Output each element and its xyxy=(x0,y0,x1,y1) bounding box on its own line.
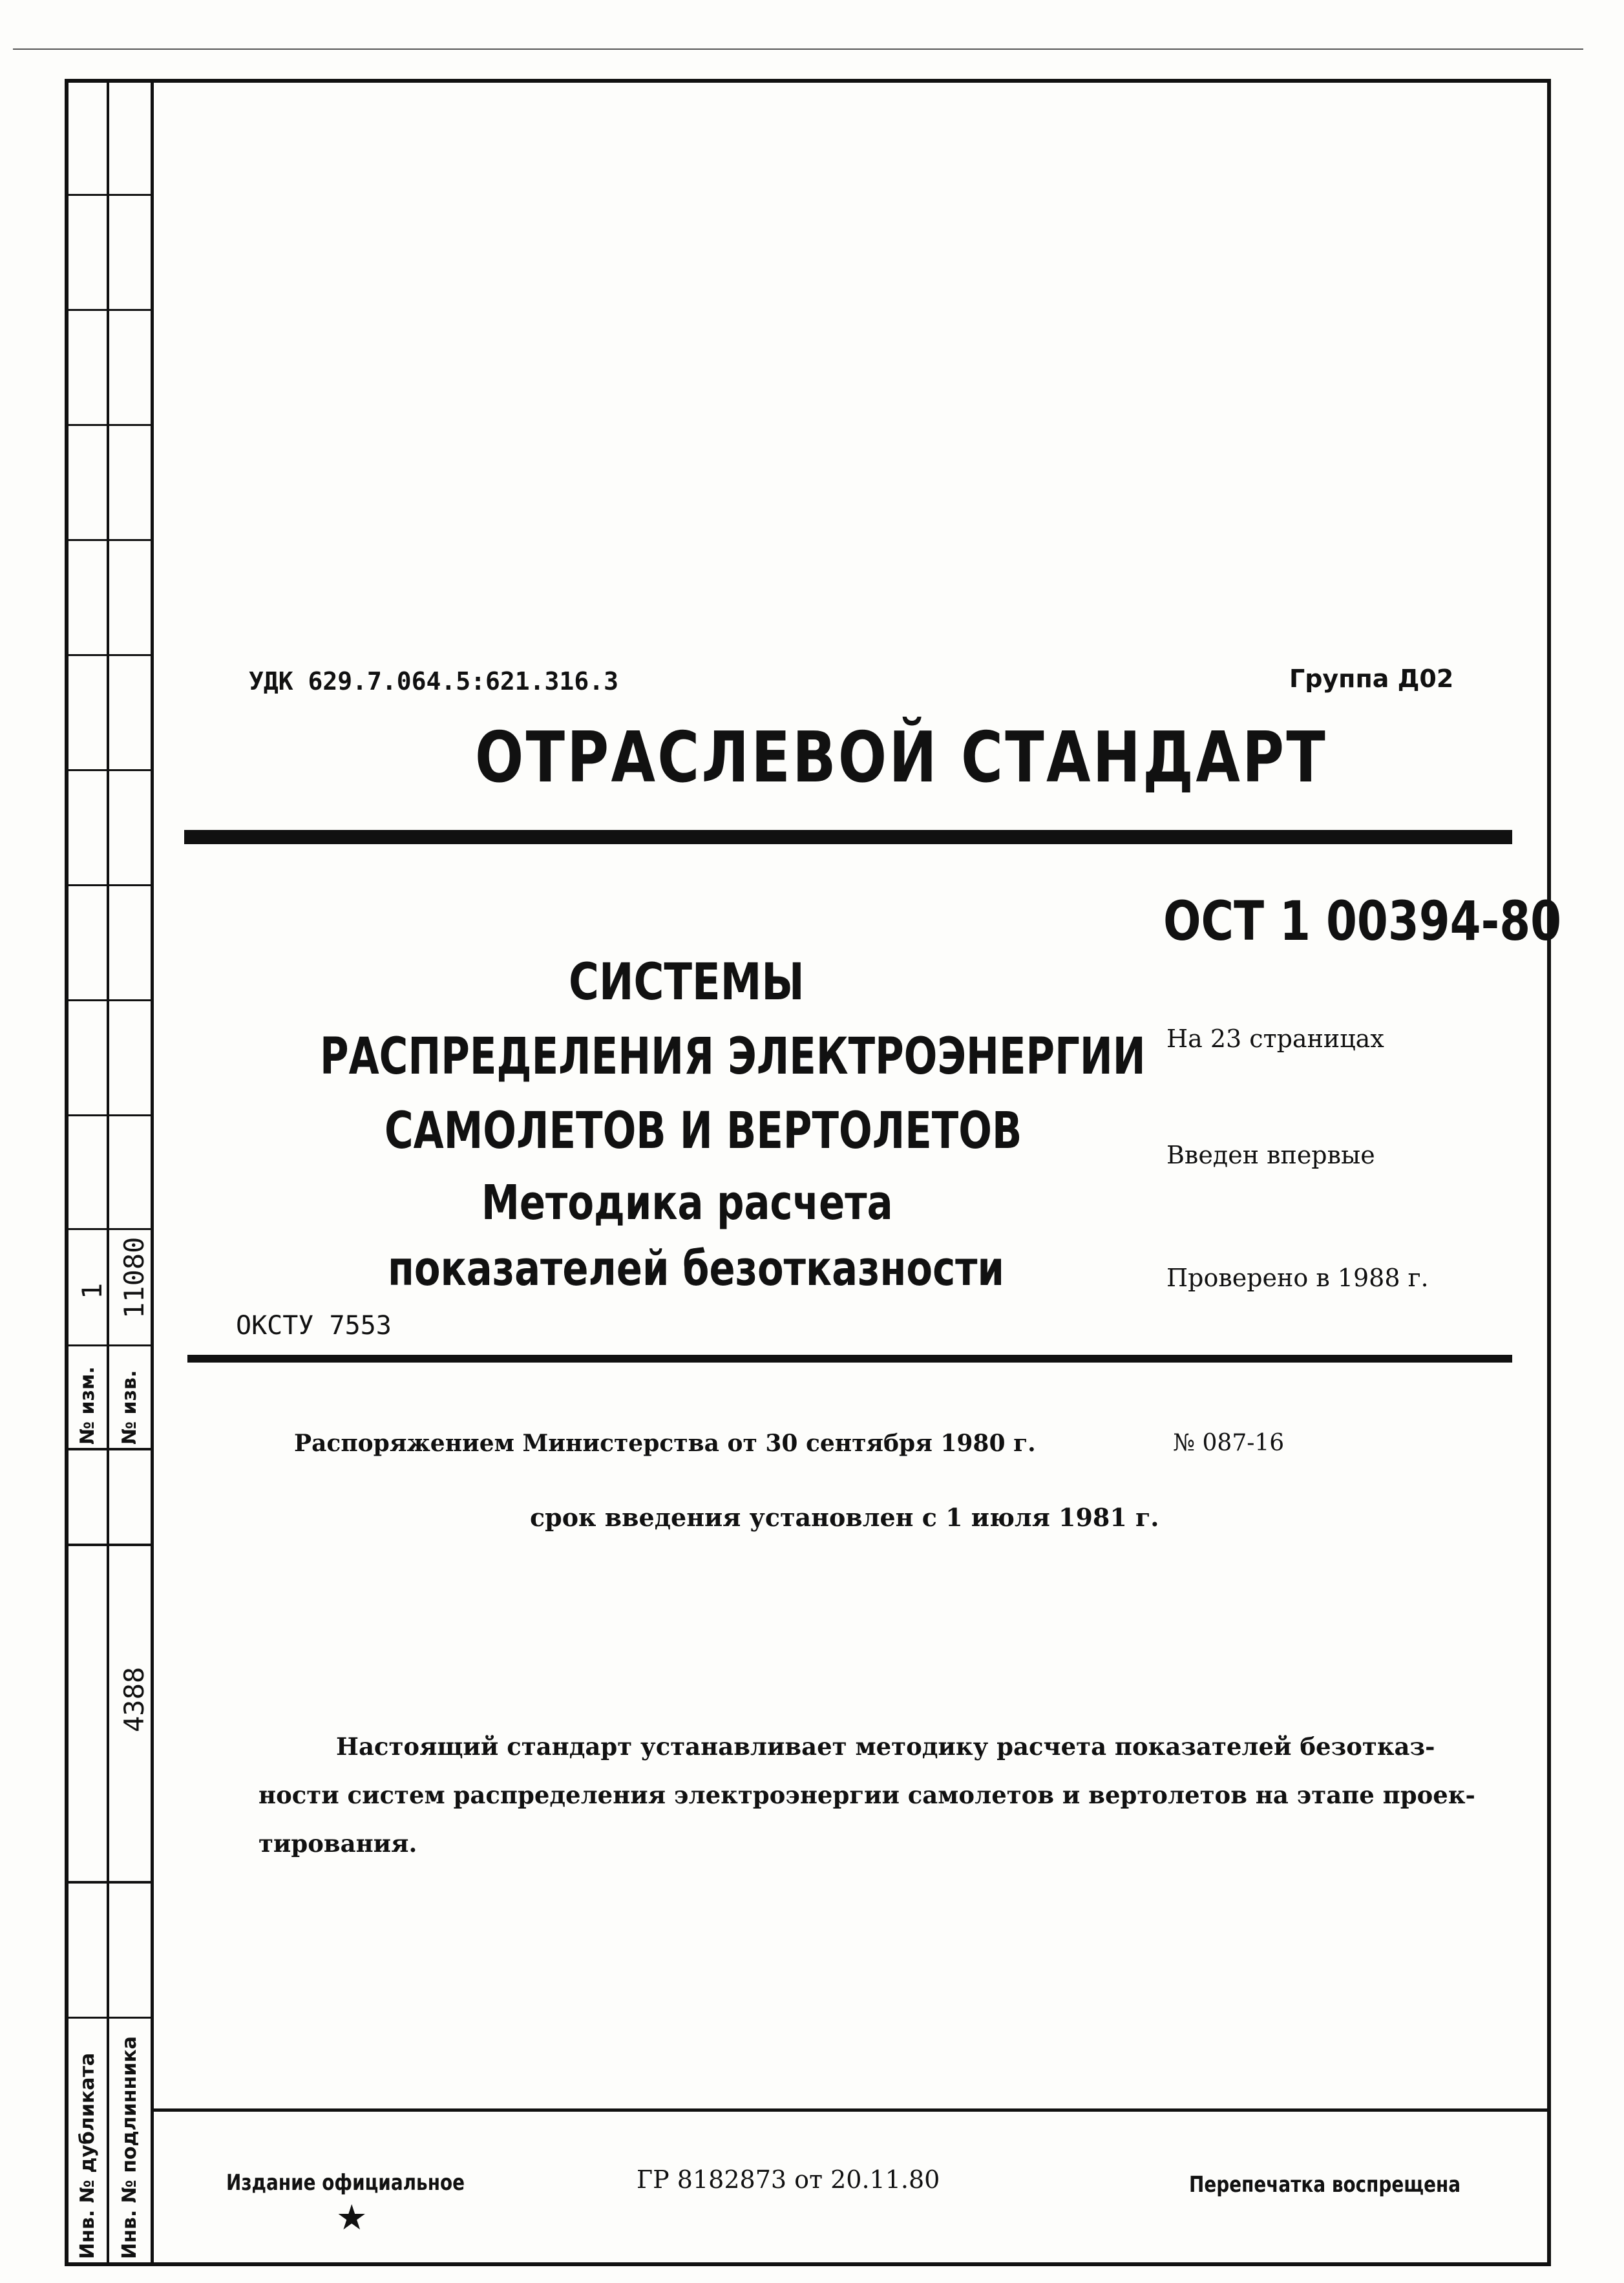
body-line-3: тирования. xyxy=(258,1829,417,1858)
stamp-divider xyxy=(65,2017,154,2019)
star-icon: ★ xyxy=(336,2197,368,2238)
stamp-change-no-value: 1 xyxy=(76,1282,108,1299)
order-number: № 087-16 xyxy=(1173,1430,1285,1456)
order-text: Распоряжением Министерства от 30 сентября 1980 г. xyxy=(294,1430,1036,1457)
stamp-dup-label: Инв. № дубликата xyxy=(76,2052,99,2259)
stamp-divider xyxy=(65,424,154,426)
stamp-divider xyxy=(65,539,154,541)
frame-left xyxy=(65,79,69,2266)
subject-rule xyxy=(187,1355,1512,1363)
group-code: Группа Д02 xyxy=(1289,664,1454,693)
stamp-change-no-label: № изм. xyxy=(76,1366,99,1445)
subject-line-1: СИСТЕМЫ xyxy=(569,953,805,1012)
effective-date: срок введения установлен с 1 июля 1981 г. xyxy=(530,1503,1159,1532)
stamp-divider xyxy=(65,1448,154,1450)
edition-note: Издание официальное xyxy=(226,2170,465,2196)
stamp-divider xyxy=(65,1344,154,1346)
subject-line-5: показателей безотказности xyxy=(388,1241,1004,1297)
stamp-divider xyxy=(65,1544,154,1546)
stamp-divider xyxy=(65,999,154,1001)
footer-rule xyxy=(151,2108,1551,2112)
title-rule xyxy=(184,830,1512,844)
udk-code: УДК 629.7.064.5:621.316.3 xyxy=(249,667,618,696)
stamp-divider xyxy=(65,769,154,771)
frame-right xyxy=(1547,79,1551,2266)
stamp-orig-label: Инв. № подлинника xyxy=(118,2036,141,2259)
reprint-note: Перепечатка воспрещена xyxy=(1189,2172,1461,2198)
stamp-divider xyxy=(65,1114,154,1116)
page-count: На 23 страницах xyxy=(1166,1025,1384,1053)
oksty-code: ОКСТУ 7553 xyxy=(236,1311,392,1341)
standard-number: ОСТ 1 00394-80 xyxy=(1163,889,1562,953)
subject-line-4: Методика расчета xyxy=(481,1175,893,1231)
stamp-divider xyxy=(65,654,154,656)
frame-bottom xyxy=(65,2262,1551,2266)
frame-top xyxy=(65,79,1551,83)
inner-left-border xyxy=(151,79,154,2266)
page-title: ОТРАСЛЕВОЙ СТАНДАРТ xyxy=(475,717,1328,798)
stamp-divider xyxy=(65,194,154,196)
body-line-1: Настоящий стандарт устанавливает методику расчета показателей безотказ- xyxy=(336,1732,1435,1761)
stamp-middle-line xyxy=(107,79,109,2266)
introduced-note: Введен впервые xyxy=(1166,1141,1375,1169)
stamp-inv-number: 4388 xyxy=(118,1666,150,1732)
stamp-notice-no-label: № изв. xyxy=(118,1370,141,1445)
subject-line-2: РАСПРЕДЕЛЕНИЯ ЭЛЕКТРОЭНЕРГИИ xyxy=(320,1028,1146,1086)
subject-line-3: САМОЛЕТОВ И ВЕРТОЛЕТОВ xyxy=(385,1102,1022,1160)
registration-number: ГР 8182873 от 20.11.80 xyxy=(637,2165,940,2194)
stamp-divider xyxy=(65,1228,154,1230)
stamp-divider xyxy=(65,884,154,886)
scan-top-edge xyxy=(13,48,1583,50)
stamp-notice-no-value: 11080 xyxy=(118,1237,150,1319)
stamp-divider xyxy=(65,1881,154,1884)
stamp-divider xyxy=(65,309,154,311)
checked-note: Проверено в 1988 г. xyxy=(1166,1264,1429,1292)
body-line-2: ности систем распределения электроэнергии самолетов и вертолетов на этапе проек- xyxy=(258,1781,1475,1809)
